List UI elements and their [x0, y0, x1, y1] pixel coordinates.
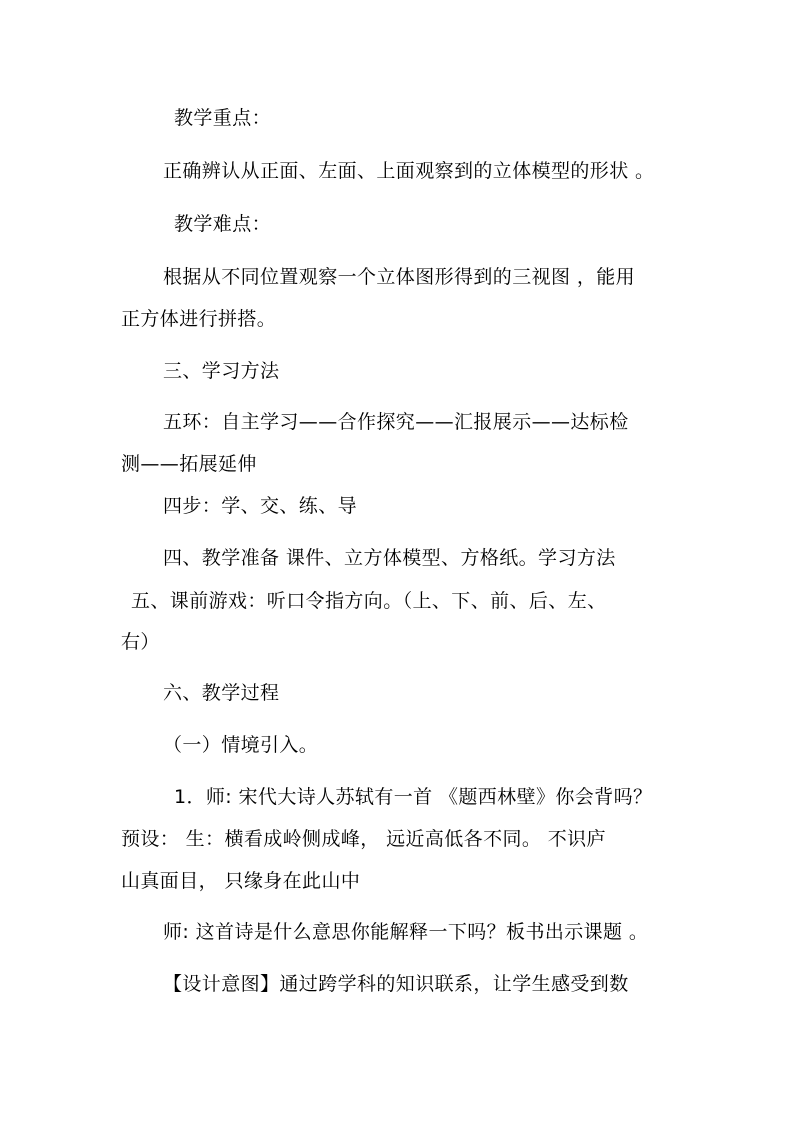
paragraph-difficulties-line-1: 根据从不同位置观察一个立体图形得到的三视图 ，能用: [163, 266, 636, 288]
paragraph-pre-class-game-line-2: 右）: [121, 631, 160, 653]
paragraph-teaching-preparation: 四、教学准备 课件、立方体模型、方格纸。学习方法: [163, 547, 616, 569]
paragraph-teacher-question-2: 师: 这首诗是什么意思你能解释一下吗？板书出示课题 。: [163, 921, 649, 943]
heading-teaching-process: 六、教学过程: [163, 682, 280, 704]
paragraph-design-intent: 【设计意图】通过跨学科的知识联系，让学生感受到数: [163, 973, 629, 995]
heading-learning-methods: 三、学习方法: [163, 360, 280, 382]
heading-teaching-key-points: 教学重点：: [174, 107, 272, 129]
paragraph-five-steps-line-2: 测——拓展延伸: [121, 453, 257, 475]
heading-teaching-difficulties: 教学难点：: [174, 213, 272, 235]
paragraph-difficulties-line-2: 正方体进行拼搭。: [121, 308, 277, 330]
paragraph-expected-answer-line-2: 山真面目， 只缘身在此山中: [121, 870, 361, 892]
paragraph-four-steps: 四步：学、交、练、导: [163, 495, 358, 517]
paragraph-teacher-question-1: 1．师: 宋代大诗人苏轼有一首 《题西林壁》你会背吗？: [174, 786, 653, 808]
paragraph-pre-class-game-line-1: 五、课前游戏：听口令指方向。（上、下、前、后、左、: [131, 590, 607, 612]
paragraph-five-steps-line-1: 五环：自主学习——合作探究——汇报展示——达标检: [163, 411, 629, 433]
subheading-situation-introduction: （一）情境引入。: [163, 734, 319, 756]
paragraph-key-points: 正确辨认从正面、左面、上面观察到的立体模型的形状 。: [163, 160, 655, 182]
paragraph-expected-answer-line-1: 预设： 生：横看成岭侧成峰， 远近高低各不同。 不识庐: [121, 828, 606, 850]
